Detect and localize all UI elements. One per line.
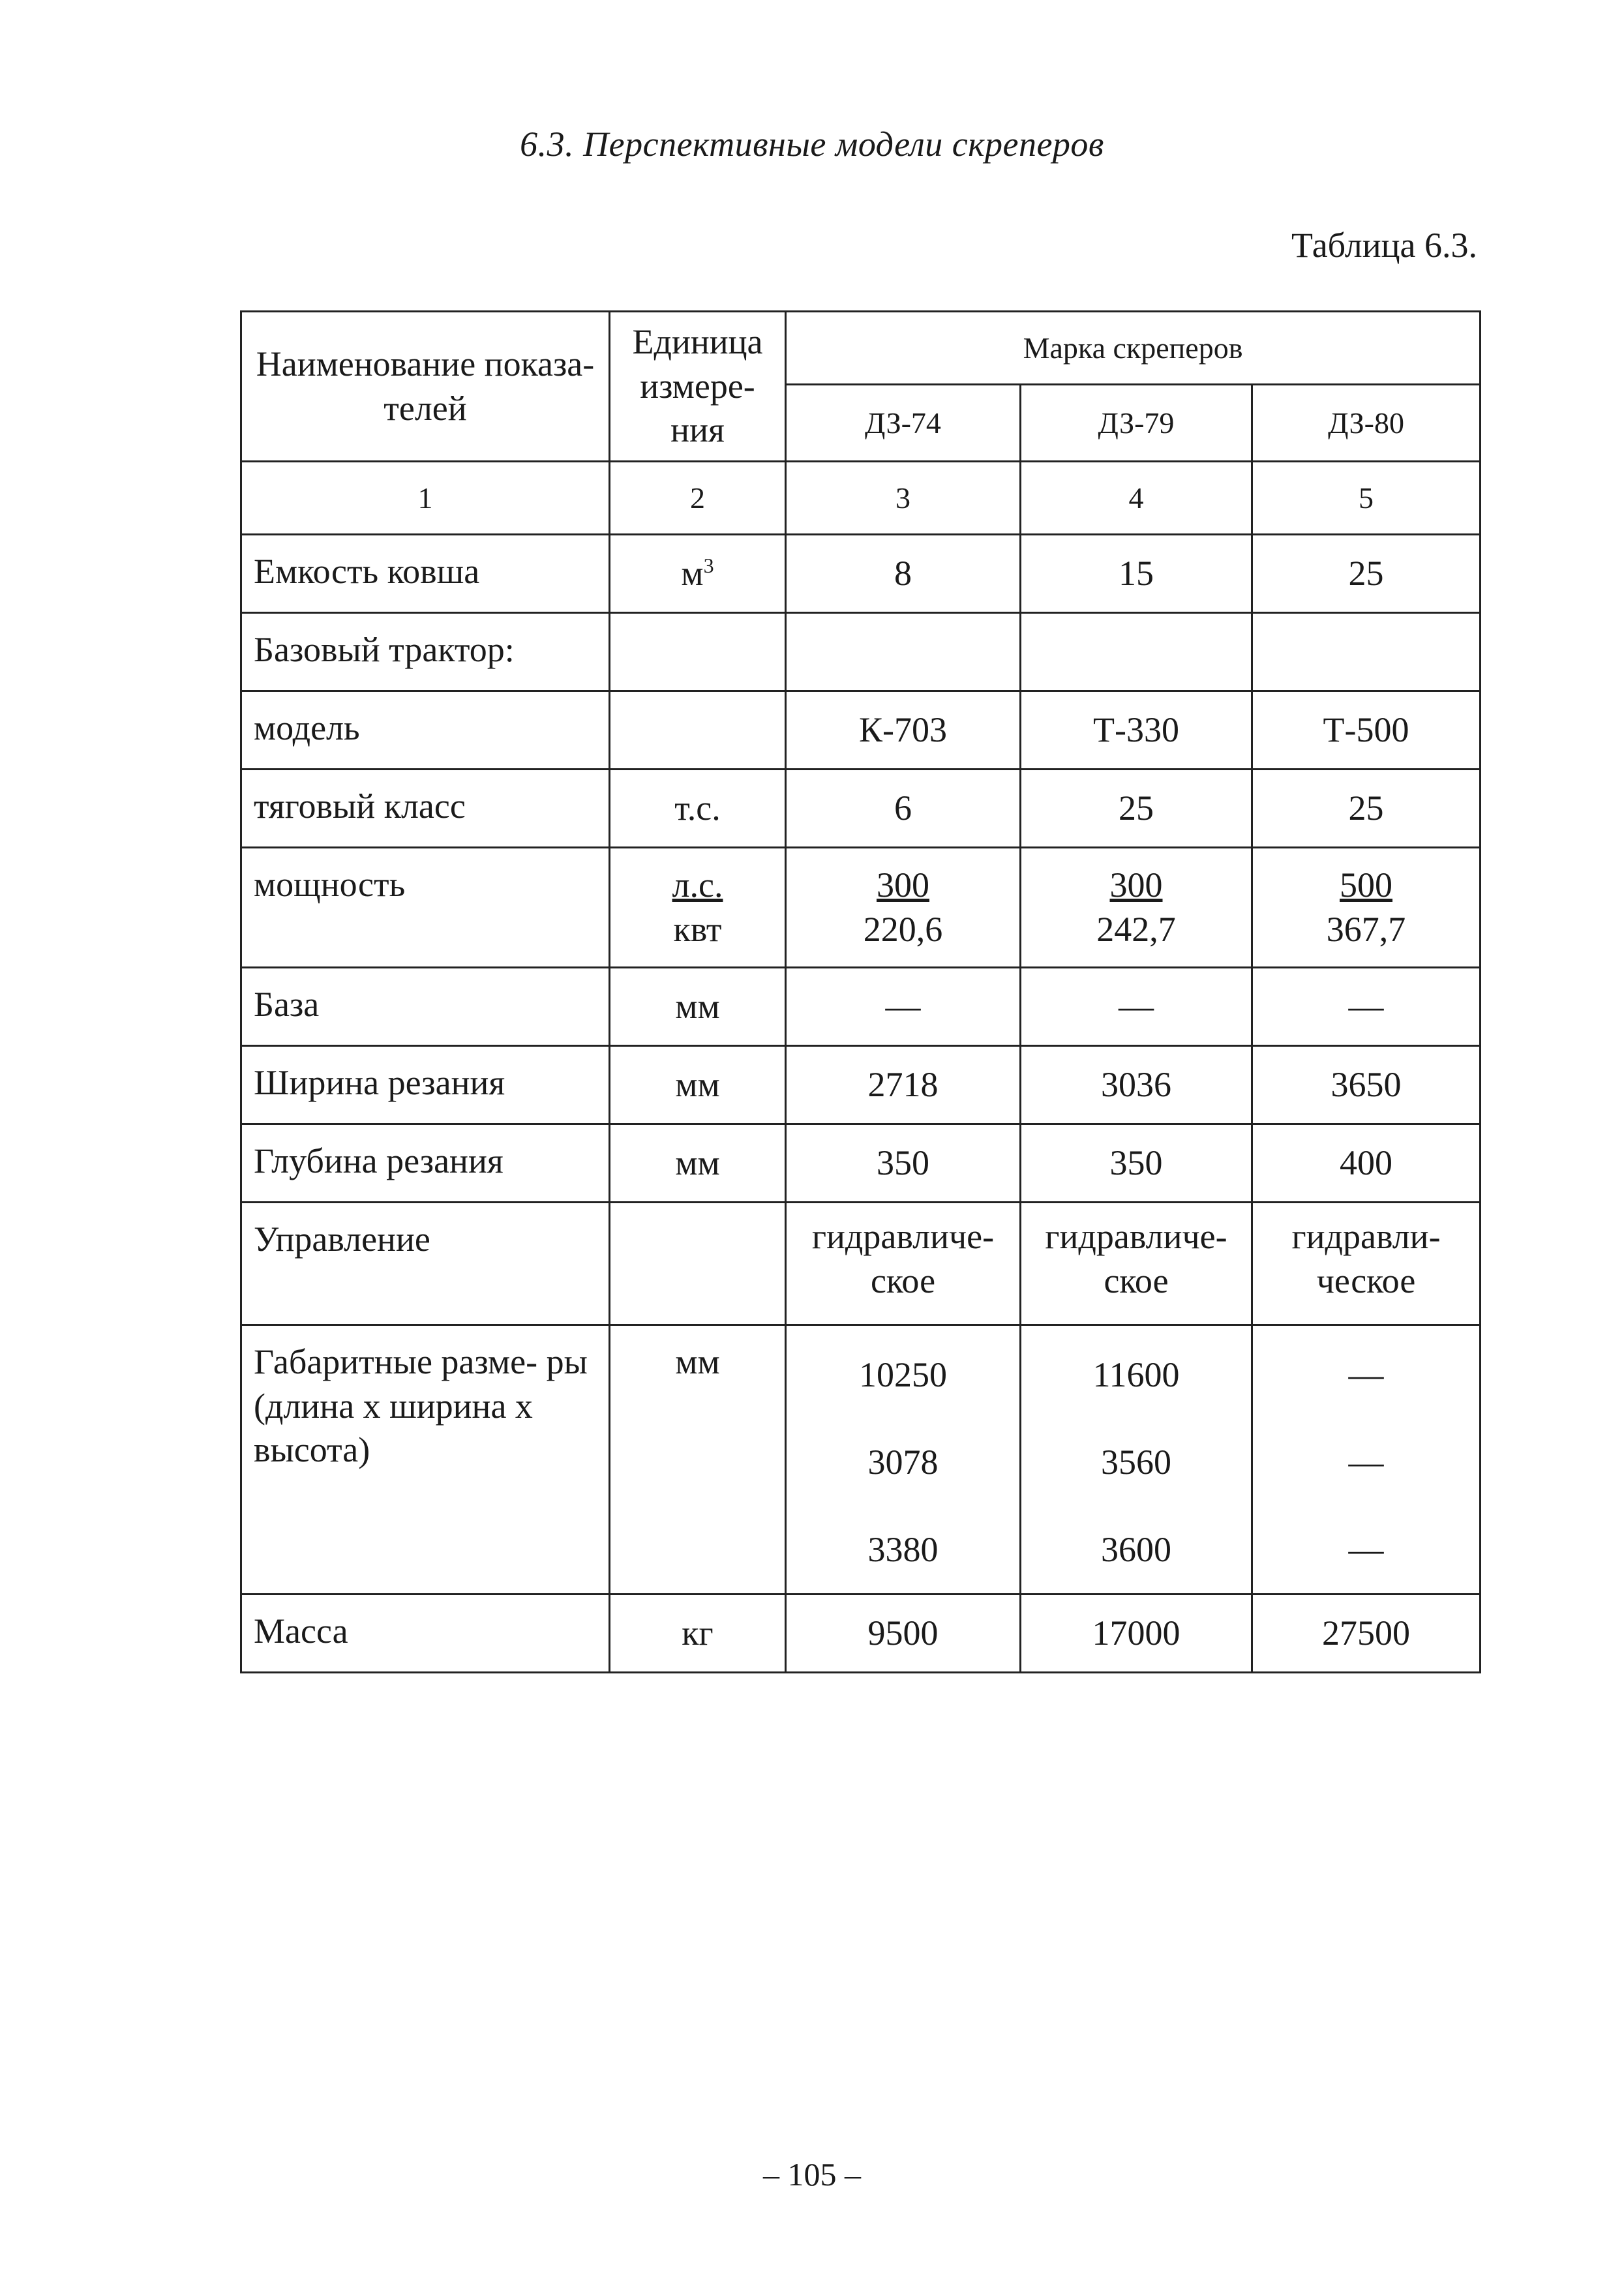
table-row — [241, 968, 1481, 1046]
col-number: 5 — [1252, 462, 1481, 535]
cell: 400 — [1252, 1124, 1481, 1203]
unit-bottom: квт — [673, 909, 722, 949]
row-unit: мм — [610, 1325, 786, 1595]
dim-height: — — [1348, 1530, 1384, 1569]
cell — [786, 848, 1021, 968]
cell: К-703 — [786, 691, 1021, 770]
cell — [1252, 848, 1481, 968]
row-label: Масса — [241, 1595, 610, 1673]
table-row — [241, 1325, 1481, 1595]
value-hp: 300 — [877, 865, 929, 905]
cell — [786, 1325, 1021, 1595]
value-hp: 300 — [1109, 865, 1163, 905]
table-row — [241, 1124, 1481, 1203]
row-label: мощность — [241, 848, 610, 968]
section-heading: 6.3. Перспективные модели скреперов — [520, 125, 1104, 164]
row-label: Емкость ковша — [241, 535, 610, 613]
cell: 3650 — [1252, 1046, 1481, 1124]
dim-length: 10250 — [859, 1355, 947, 1394]
table-row — [241, 535, 1481, 613]
row-label: тяговый класс — [241, 770, 610, 848]
table-row — [241, 1203, 1481, 1325]
row-label: Управление — [241, 1203, 610, 1325]
header-name-col: Наименование показа- телей — [241, 312, 610, 462]
row-unit: мм — [610, 1124, 786, 1203]
row-unit — [610, 691, 786, 770]
row-label: Габаритные разме- ры (длина х ширина х высота) — [241, 1325, 610, 1595]
cell: — — [1021, 968, 1252, 1046]
header-group: Марка скреперов — [786, 312, 1481, 385]
cell: Т-500 — [1252, 691, 1481, 770]
value-kw: 242,7 — [1096, 909, 1176, 949]
unit-top: л.с. — [672, 865, 723, 905]
col-number-row — [241, 462, 1481, 535]
col-number: 1 — [241, 462, 610, 535]
row-label: База — [241, 968, 610, 1046]
row-unit: мм — [610, 968, 786, 1046]
row-unit: $м^3$ — [610, 535, 786, 613]
dim-width: 3078 — [867, 1443, 939, 1482]
table-row — [241, 770, 1481, 848]
row-label: Ширина резания — [241, 1046, 610, 1124]
cell: 9500 — [786, 1595, 1021, 1673]
dim-height: 3380 — [867, 1530, 939, 1569]
dim-width: — — [1348, 1443, 1384, 1482]
cell: 25 — [1252, 535, 1481, 613]
table-row — [241, 691, 1481, 770]
value-hp: 500 — [1340, 865, 1393, 905]
cell — [786, 613, 1021, 691]
table-row — [241, 848, 1481, 968]
row-label: Глубина резания — [241, 1124, 610, 1203]
cell: 15 — [1021, 535, 1252, 613]
table-row — [241, 1595, 1481, 1673]
cell: гидравличе- ское — [786, 1203, 1021, 1325]
cell: 6 — [786, 770, 1021, 848]
cell: — — [1252, 968, 1481, 1046]
col-number: 4 — [1021, 462, 1252, 535]
cell: 25 — [1252, 770, 1481, 848]
cell: — — [786, 968, 1021, 1046]
specs-table — [240, 310, 1481, 1673]
cell: 3036 — [1021, 1046, 1252, 1124]
table-caption: Таблица 6.3. — [1291, 226, 1477, 265]
dim-width: 3560 — [1101, 1443, 1171, 1482]
cell: 17000 — [1021, 1595, 1252, 1673]
value-kw: 367,7 — [1326, 909, 1406, 949]
cell: 350 — [786, 1124, 1021, 1203]
cell — [1021, 848, 1252, 968]
header-unit-col: Единица измере- ния — [610, 312, 786, 462]
value-kw: 220,6 — [863, 909, 943, 949]
cell — [1252, 613, 1481, 691]
row-label: Базовый трактор: — [241, 613, 610, 691]
cell — [1252, 1325, 1481, 1595]
row-unit: мм — [610, 1046, 786, 1124]
cell — [1021, 613, 1252, 691]
cell: 2718 — [786, 1046, 1021, 1124]
cell: 25 — [1021, 770, 1252, 848]
cell: Т-330 — [1021, 691, 1252, 770]
col-number: 2 — [610, 462, 786, 535]
row-unit — [610, 613, 786, 691]
header-model: ДЗ-80 — [1252, 385, 1481, 462]
cell: гидравли- ческое — [1252, 1203, 1481, 1325]
dim-length: 11600 — [1092, 1355, 1180, 1394]
col-number: 3 — [786, 462, 1021, 535]
header-model: ДЗ-74 — [786, 385, 1021, 462]
cell: 350 — [1021, 1124, 1252, 1203]
row-unit — [610, 848, 786, 968]
dim-length: — — [1348, 1355, 1384, 1394]
row-label: модель — [241, 691, 610, 770]
cell — [1021, 1325, 1252, 1595]
page-number: – 105 – — [763, 2156, 861, 2193]
header-model: ДЗ-79 — [1021, 385, 1252, 462]
table-row — [241, 1046, 1481, 1124]
row-unit — [610, 1203, 786, 1325]
cell: гидравличе- ское — [1021, 1203, 1252, 1325]
cell: 27500 — [1252, 1595, 1481, 1673]
table-row — [241, 613, 1481, 691]
row-unit: кг — [610, 1595, 786, 1673]
row-unit: т.с. — [610, 770, 786, 848]
dim-height: 3600 — [1101, 1530, 1171, 1569]
cell: 8 — [786, 535, 1021, 613]
